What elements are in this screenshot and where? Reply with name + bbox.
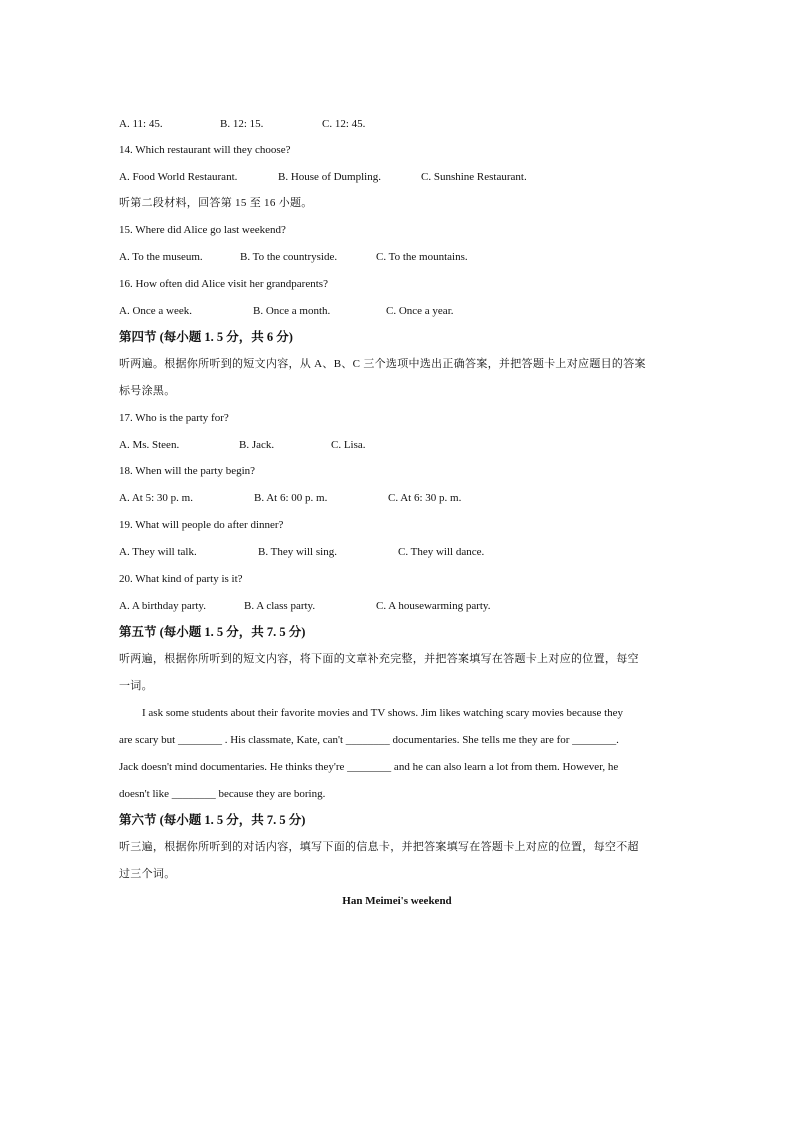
passage-line-1: I ask some students about their favorite movies and TV shows. Jim likes watching scary movies because they	[142, 707, 624, 719]
q20-option-a: A. A birthday party.	[119, 600, 206, 612]
q15-option-c: C. To the mountains.	[376, 251, 468, 263]
q15-option-b: B. To the countryside.	[240, 251, 338, 263]
section4-instruction-line1: 听两遍。根据你所听到的短文内容，从 A、B、C 三个选项中选出正确答案，并把答题卡上对应题目的答案	[119, 358, 646, 370]
passage2-intro: 听第二段材料，回答第 15 至 16 小题。	[119, 197, 313, 209]
q16-question: 16. How often did Alice visit her grandparents?	[119, 278, 328, 290]
q13-option-a: A. 11: 45.	[119, 118, 163, 130]
q18-question: 18. When will the party begin?	[119, 465, 256, 477]
section4-instruction-line2: 标号涂黑。	[119, 385, 176, 397]
section6-heading: 第六节 (每小题 1. 5 分，共 7. 5 分)	[119, 813, 306, 827]
q17-option-c: C. Lisa.	[331, 439, 366, 451]
q13-option-c: C. 12: 45.	[322, 118, 366, 130]
section6-instruction-line1: 听三遍，根据你所听到的对话内容，填写下面的信息卡，并把答案填写在答题卡上对应的位置，每空不超	[119, 841, 639, 853]
q15-option-a: A. To the museum.	[119, 251, 203, 263]
passage-line-2: are scary but ________ . His classmate, Kate, can't ________ documentaries. She tells me they are for ________.	[119, 734, 619, 746]
q13-option-b: B. 12: 15.	[220, 118, 264, 130]
q19-option-a: A. They will talk.	[119, 546, 197, 558]
section4-heading: 第四节 (每小题 1. 5 分，共 6 分)	[119, 330, 293, 344]
q19-option-b: B. They will sing.	[258, 546, 337, 558]
q20-question: 20. What kind of party is it?	[119, 573, 243, 585]
q20-option-c: C. A housewarming party.	[376, 600, 491, 612]
q14-option-c: C. Sunshine Restaurant.	[421, 171, 527, 183]
info-card-title: Han Meimei's weekend	[342, 895, 452, 907]
q17-question: 17. Who is the party for?	[119, 412, 229, 424]
q14-option-a: A. Food World Restaurant.	[119, 171, 238, 183]
q19-option-c: C. They will dance.	[398, 546, 485, 558]
q16-option-a: A. Once a week.	[119, 305, 192, 317]
passage-line-3: Jack doesn't mind documentaries. He thinks they're ________ and he can also learn a lot from them. However, he	[119, 761, 619, 773]
q18-option-c: C. At 6: 30 p. m.	[388, 492, 462, 504]
q17-option-a: A. Ms. Steen.	[119, 439, 180, 451]
q18-option-b: B. At 6: 00 p. m.	[254, 492, 328, 504]
section5-instruction-line2: 一词。	[119, 680, 153, 692]
q15-question: 15. Where did Alice go last weekend?	[119, 224, 286, 236]
q14-question: 14. Which restaurant will they choose?	[119, 144, 291, 156]
q19-question: 19. What will people do after dinner?	[119, 519, 284, 531]
q17-option-b: B. Jack.	[239, 439, 275, 451]
section6-instruction-line2: 过三个词。	[119, 868, 176, 880]
section5-heading: 第五节 (每小题 1. 5 分，共 7. 5 分)	[119, 625, 306, 639]
passage-line-4: doesn't like ________ because they are boring.	[119, 788, 326, 800]
q20-option-b: B. A class party.	[244, 600, 316, 612]
q16-option-b: B. Once a month.	[253, 305, 331, 317]
section5-instruction-line1: 听两遍，根据你所听到的短文内容，将下面的文章补充完整，并把答案填写在答题卡上对应的位置，每空	[119, 653, 639, 665]
q16-option-c: C. Once a year.	[386, 305, 454, 317]
q14-option-b: B. House of Dumpling.	[278, 171, 381, 183]
q18-option-a: A. At 5: 30 p. m.	[119, 492, 193, 504]
